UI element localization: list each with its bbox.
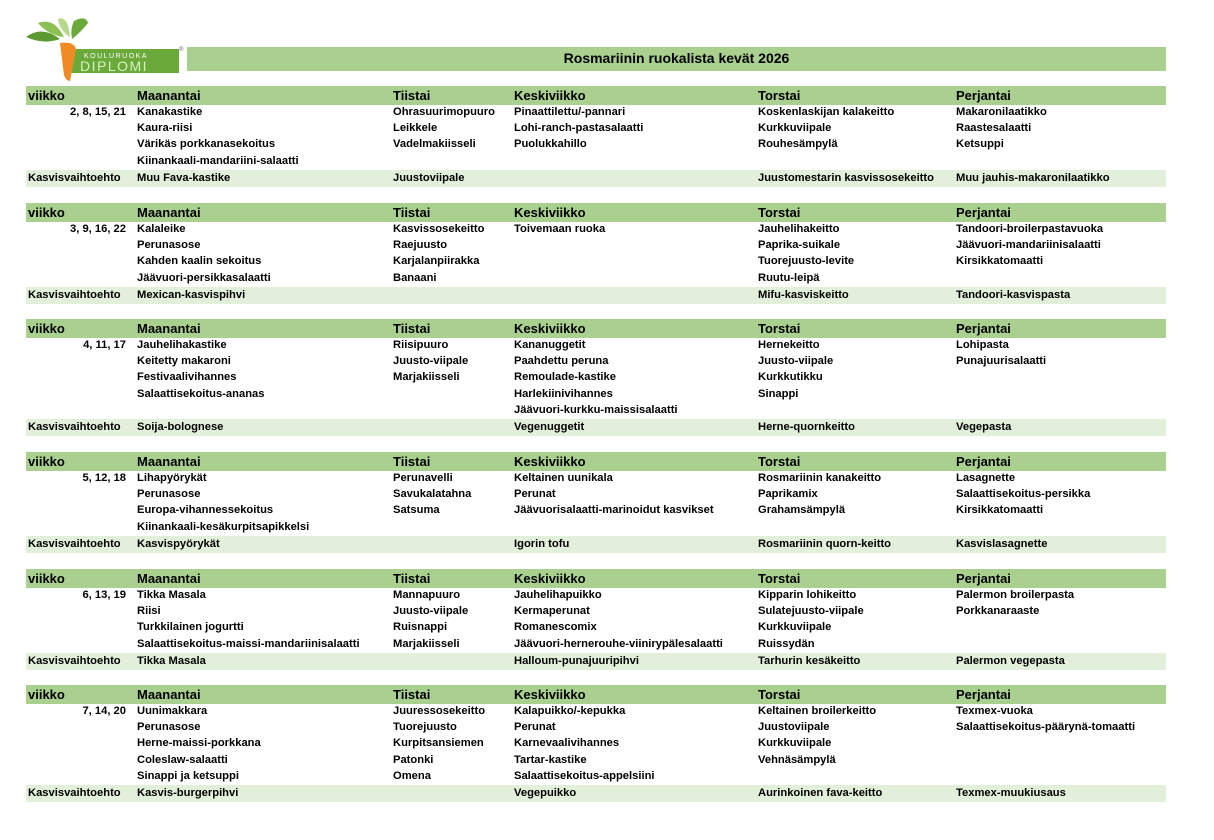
vegetarian-label: Kasvisvaihtoehto	[28, 786, 121, 799]
kouluruoka-diplomi-logo	[24, 15, 184, 83]
menu-item-mon: Riisi	[137, 605, 161, 618]
menu-item-mon: Europa-vihannessekoitus	[137, 504, 274, 517]
header-friday: Perjantai	[956, 454, 1011, 469]
menu-item-tue: Satsuma	[393, 504, 440, 517]
vegetarian-item-wed: Igorin tofu	[514, 537, 570, 550]
menu-item-tue: Patonki	[393, 753, 434, 766]
menu-item-tue: Juuressosekeitto	[393, 705, 486, 717]
header-wednesday: Keskiviikko	[514, 687, 586, 702]
menu-item-thu: Keltainen broilerkeitto	[758, 705, 877, 717]
vegetarian-row	[26, 419, 1166, 436]
vegetarian-item-mon: Mexican-kasvispihvi	[137, 288, 246, 301]
vegetarian-label: Kasvisvaihtoehto	[28, 171, 121, 184]
logo-text-diplomi: DIPLOMI	[80, 58, 149, 74]
vegetarian-row	[26, 287, 1166, 304]
title-bar	[187, 47, 1166, 71]
menu-item-fri: Punajuurisalaatti	[956, 355, 1047, 368]
menu-item-mon: Salaattisekoitus-ananas	[137, 387, 265, 400]
vegetarian-label: Kasvisvaihtoehto	[28, 537, 121, 550]
menu-row	[26, 769, 1166, 785]
vegetarian-row	[26, 785, 1166, 802]
menu-item-mon: Perunasose	[137, 488, 201, 501]
week-numbers: 3, 9, 16, 22	[70, 223, 126, 235]
vegetarian-row	[26, 536, 1166, 553]
header-thursday: Torstai	[758, 571, 801, 586]
vegetarian-row	[26, 653, 1166, 670]
header-tuesday: Tiistai	[393, 571, 431, 586]
menu-item-thu: Rouhesämpylä	[758, 138, 838, 151]
vegetarian-item-fri: Tandoori-kasvispasta	[956, 288, 1071, 301]
header-monday: Maanantai	[137, 321, 201, 336]
header-tuesday: Tiistai	[393, 687, 431, 702]
header-thursday: Torstai	[758, 88, 801, 103]
vegetarian-item-mon: Soija-bolognese	[137, 420, 224, 433]
menu-item-mon: Värikäs porkkanasekoitus	[137, 138, 276, 151]
menu-row	[26, 370, 1166, 386]
week-numbers: 2, 8, 15, 21	[70, 106, 126, 118]
week-header-row	[26, 685, 1166, 704]
menu-item-mon: Perunasose	[137, 721, 201, 734]
header-wednesday: Keskiviikko	[514, 88, 586, 103]
menu-item-tue: Leikkele	[393, 122, 438, 135]
header-week: viikko	[28, 205, 65, 220]
header-tuesday: Tiistai	[393, 88, 431, 103]
menu-item-thu: Grahamsämpylä	[758, 504, 846, 517]
menu-item-wed: Keltainen uunikala	[514, 472, 613, 484]
header-monday: Maanantai	[137, 687, 201, 702]
vegetarian-item-thu: Juustomestarin kasvissosekeitto	[758, 171, 934, 184]
menu-item-tue: Raejuusto	[393, 239, 448, 252]
menu-item-mon: Festivaalivihannes	[137, 371, 237, 384]
menu-item-tue: Juusto-viipale	[393, 355, 469, 368]
menu-item-mon: Lihapyörykät	[137, 472, 207, 484]
menu-row	[26, 222, 1166, 238]
menu-item-thu: Kurkkuviipale	[758, 737, 832, 750]
vegetarian-item-fri: Palermon vegepasta	[956, 654, 1065, 667]
menu-item-tue: Omena	[393, 769, 431, 782]
menu-row	[26, 387, 1166, 403]
menu-item-fri: Kirsikkatomaatti	[956, 504, 1044, 517]
header-thursday: Torstai	[758, 687, 801, 702]
menu-item-mon: Kahden kaalin sekoitus	[137, 255, 262, 268]
menu-item-tue: Riisipuuro	[393, 339, 449, 351]
menu-item-tue: Banaani	[393, 271, 437, 284]
menu-row	[26, 604, 1166, 620]
vegetarian-row	[26, 170, 1166, 187]
menu-item-tue: Perunavelli	[393, 472, 453, 484]
menu-item-mon: Herne-maissi-porkkana	[137, 737, 261, 750]
vegetarian-item-mon: Kasvispyörykät	[137, 537, 220, 550]
week-block	[26, 685, 1166, 802]
header-week: viikko	[28, 454, 65, 469]
menu-item-thu: Rosmariinin kanakeitto	[758, 472, 882, 484]
vegetarian-item-thu: Aurinkoinen fava-keitto	[758, 786, 883, 799]
menu-item-mon: Tikka Masala	[137, 589, 206, 601]
menu-row	[26, 238, 1166, 254]
vegetarian-item-thu: Herne-quornkeitto	[758, 420, 855, 433]
menu-item-mon: Jäävuori-persikkasalaatti	[137, 271, 271, 284]
menu-item-thu: Sinappi	[758, 387, 799, 400]
menu-row	[26, 736, 1166, 752]
week-header-row	[26, 319, 1166, 338]
menu-item-mon: Uunimakkara	[137, 705, 208, 717]
menu-row	[26, 254, 1166, 270]
menu-item-wed: Kermaperunat	[514, 605, 590, 618]
menu-row	[26, 620, 1166, 636]
menu-item-tue: Marjakiisseli	[393, 637, 460, 650]
menu-item-mon: Kanakastike	[137, 106, 203, 118]
menu-item-tue: Karjalanpiirakka	[393, 255, 480, 268]
menu-item-mon: Kalaleike	[137, 223, 186, 235]
header-wednesday: Keskiviikko	[514, 321, 586, 336]
menu-item-tue: Vadelmakiisseli	[393, 138, 476, 151]
carrot-icon	[60, 43, 76, 81]
menu-item-thu: Juustoviipale	[758, 721, 830, 734]
week-numbers: 4, 11, 17	[83, 339, 126, 351]
header-week: viikko	[28, 88, 65, 103]
menu-item-fri: Kirsikkatomaatti	[956, 255, 1044, 268]
menu-item-fri: Salaattisekoitus-persikka	[956, 488, 1091, 501]
menu-item-fri: Jäävuori-mandariinisalaatti	[956, 239, 1101, 252]
vegetarian-item-mon: Tikka Masala	[137, 654, 206, 667]
header-week: viikko	[28, 687, 65, 702]
menu-item-tue: Mannapuuro	[393, 589, 461, 601]
menu-row	[26, 354, 1166, 370]
menu-row	[26, 271, 1166, 287]
vegetarian-item-thu: Mifu-kasviskeitto	[758, 288, 849, 301]
menu-item-tue: Kasvissosekeitto	[393, 223, 485, 235]
menu-item-thu: Kurkkuviipale	[758, 122, 832, 135]
menu-item-wed: Pinaattilettu/-pannari	[514, 106, 626, 118]
menu-item-thu: Kurkkutikku	[758, 371, 823, 384]
menu-item-thu: Hernekeitto	[758, 339, 820, 351]
menu-item-tue: Savukalatahna	[393, 488, 472, 501]
menu-row	[26, 471, 1166, 487]
vegetarian-item-fri: Muu jauhis-makaronilaatikko	[956, 171, 1110, 184]
menu-row	[26, 105, 1166, 121]
menu-row	[26, 637, 1166, 653]
header-friday: Perjantai	[956, 687, 1011, 702]
header-thursday: Torstai	[758, 454, 801, 469]
menu-item-thu: Sulatejuusto-viipale	[758, 605, 864, 618]
menu-item-wed: Jauhelihapuikko	[514, 589, 602, 601]
menu-item-fri: Porkkanaraaste	[956, 605, 1040, 618]
menu-item-thu: Kipparin lohikeitto	[758, 589, 857, 601]
menu-item-tue: Juusto-viipale	[393, 605, 469, 618]
menu-item-mon: Jauhelihakastike	[137, 339, 227, 351]
vegetarian-item-thu: Rosmariinin quorn-keitto	[758, 537, 892, 550]
menu-item-tue: Kurpitsansiemen	[393, 737, 484, 750]
vegetarian-item-mon: Kasvis-burgerpihvi	[137, 786, 239, 799]
header-friday: Perjantai	[956, 205, 1011, 220]
vegetarian-item-wed: Vegenuggetit	[514, 420, 585, 433]
menu-row	[26, 338, 1166, 354]
menu-item-wed: Perunat	[514, 488, 556, 501]
vegetarian-item-mon: Muu Fava-kastike	[137, 171, 231, 184]
week-numbers: 5, 12, 18	[82, 472, 126, 484]
vegetarian-item-wed: Vegepuikko	[514, 786, 577, 799]
menu-item-tue: Ohrasuurimopuuro	[393, 106, 495, 118]
header-thursday: Torstai	[758, 321, 801, 336]
menu-item-wed: Perunat	[514, 721, 556, 734]
menu-item-fri: Tandoori-broilerpastavuoka	[956, 223, 1104, 235]
menu-item-mon: Salaattisekoitus-maissi-mandariinisalaatti	[137, 637, 360, 650]
menu-item-wed: Harlekiinivihannes	[514, 387, 613, 400]
week-block	[26, 452, 1166, 553]
menu-row	[26, 588, 1166, 604]
menu-row	[26, 137, 1166, 153]
week-header-row	[26, 203, 1166, 222]
menu-item-mon: Kiinankaali-mandariini-salaatti	[137, 154, 299, 167]
menu-item-wed: Romanescomix	[514, 621, 597, 634]
menu-item-wed: Kalapuikko/-kepukka	[514, 705, 626, 717]
menu-item-fri: Salaattisekoitus-päärynä-tomaatti	[956, 721, 1136, 734]
menu-item-thu: Paprikamix	[758, 488, 818, 501]
menu-item-thu: Tuorejuusto-levite	[758, 255, 855, 268]
vegetarian-item-fri: Vegepasta	[956, 420, 1012, 433]
header-friday: Perjantai	[956, 321, 1011, 336]
menu-item-thu: Ruissydän	[758, 637, 815, 650]
menu-item-mon: Turkkilainen jogurtti	[137, 621, 244, 634]
menu-item-wed: Jäävuorisalaatti-marinoidut kasvikset	[514, 504, 714, 517]
menu-item-tue: Marjakiisseli	[393, 371, 460, 384]
header-tuesday: Tiistai	[393, 321, 431, 336]
menu-row	[26, 753, 1166, 769]
menu-item-mon: Sinappi ja ketsuppi	[137, 769, 239, 782]
page-title: Rosmariinin ruokalista kevät 2026	[563, 50, 790, 66]
menu-item-wed: Puolukkahillo	[514, 138, 587, 151]
menu-item-wed: Lohi-ranch-pastasalaatti	[514, 122, 644, 135]
menu-item-fri: Texmex-vuoka	[956, 705, 1033, 717]
menu-item-fri: Lohipasta	[956, 339, 1009, 351]
menu-item-tue: Tuorejuusto	[393, 721, 457, 734]
week-numbers: 7, 14, 20	[82, 705, 126, 717]
menu-item-fri: Lasagnette	[956, 472, 1016, 484]
vegetarian-item-thu: Tarhurin kesäkeitto	[758, 654, 861, 667]
week-block	[26, 203, 1166, 304]
vegetarian-item-fri: Kasvislasagnette	[956, 537, 1048, 550]
header-tuesday: Tiistai	[393, 454, 431, 469]
week-block	[26, 86, 1166, 187]
header-wednesday: Keskiviikko	[514, 205, 586, 220]
menu-item-wed: Karnevaalivihannes	[514, 737, 620, 750]
vegetarian-item-fri: Texmex-muukiusaus	[956, 786, 1066, 799]
header-friday: Perjantai	[956, 571, 1011, 586]
menu-item-thu: Koskenlaskijan kalakeitto	[758, 106, 895, 118]
week-numbers: 6, 13, 19	[82, 589, 126, 601]
header-monday: Maanantai	[137, 571, 201, 586]
registered-mark: ®	[179, 47, 184, 53]
week-header-row	[26, 452, 1166, 471]
menu-item-mon: Perunasose	[137, 239, 201, 252]
menu-row	[26, 403, 1166, 419]
menu-item-wed: Jäävuori-hernerouhe-viinirypälesalaatti	[514, 637, 723, 650]
menu-row	[26, 704, 1166, 720]
week-block	[26, 569, 1166, 670]
menu-item-wed: Jäävuori-kurkku-maissisalaatti	[514, 403, 678, 416]
menu-item-thu: Ruutu-leipä	[758, 271, 820, 284]
menu-item-thu: Juusto-viipale	[758, 355, 834, 368]
menu-row	[26, 487, 1166, 503]
header-wednesday: Keskiviikko	[514, 571, 586, 586]
vegetarian-label: Kasvisvaihtoehto	[28, 288, 121, 301]
menu-item-wed: Kananuggetit	[514, 339, 586, 351]
menu-item-wed: Salaattisekoitus-appelsiini	[514, 769, 655, 782]
menu-item-thu: Kurkkuviipale	[758, 621, 832, 634]
week-block	[26, 319, 1166, 436]
menu-item-wed: Remoulade-kastike	[514, 371, 616, 384]
menu-item-thu: Paprika-suikale	[758, 239, 841, 252]
header-tuesday: Tiistai	[393, 205, 431, 220]
logo-text-kouluruoka: KOULURUOKA	[84, 53, 149, 60]
menu-item-mon: Kaura-riisi	[137, 122, 193, 135]
week-header-row	[26, 86, 1166, 105]
menu-row	[26, 720, 1166, 736]
header-wednesday: Keskiviikko	[514, 454, 586, 469]
menu-item-fri: Palermon broilerpasta	[956, 589, 1075, 601]
vegetarian-item-tue: Juustoviipale	[393, 171, 465, 184]
vegetarian-label: Kasvisvaihtoehto	[28, 420, 121, 433]
menu-item-mon: Keitetty makaroni	[137, 355, 231, 368]
vegetarian-item-wed: Halloum-punajuuripihvi	[514, 654, 639, 667]
header-monday: Maanantai	[137, 454, 201, 469]
header-friday: Perjantai	[956, 88, 1011, 103]
menu-item-wed: Tartar-kastike	[514, 753, 587, 766]
menu-item-mon: Kiinankaali-kesäkurpitsapikkelsi	[137, 520, 310, 533]
header-monday: Maanantai	[137, 88, 201, 103]
header-week: viikko	[28, 571, 65, 586]
vegetarian-label: Kasvisvaihtoehto	[28, 654, 121, 667]
menu-item-wed: Paahdettu peruna	[514, 355, 609, 368]
header-thursday: Torstai	[758, 205, 801, 220]
menu-item-mon: Coleslaw-salaatti	[137, 753, 228, 766]
week-header-row	[26, 569, 1166, 588]
menu-item-fri: Makaronilaatikko	[956, 106, 1047, 118]
header-week: viikko	[28, 321, 65, 336]
menu-row	[26, 154, 1166, 170]
menu-row	[26, 503, 1166, 519]
menu-row	[26, 121, 1166, 137]
menu-item-wed: Toivemaan ruoka	[514, 223, 606, 235]
menu-item-fri: Ketsuppi	[956, 138, 1004, 151]
menu-item-tue: Ruisnappi	[393, 621, 448, 634]
logo-leaf-icon	[71, 18, 88, 39]
menu-item-thu: Vehnäsämpylä	[758, 753, 836, 766]
menu-row	[26, 520, 1166, 536]
menu-item-thu: Jauhelihakeitto	[758, 223, 840, 235]
header-monday: Maanantai	[137, 205, 201, 220]
menu-item-fri: Raastesalaatti	[956, 122, 1032, 135]
